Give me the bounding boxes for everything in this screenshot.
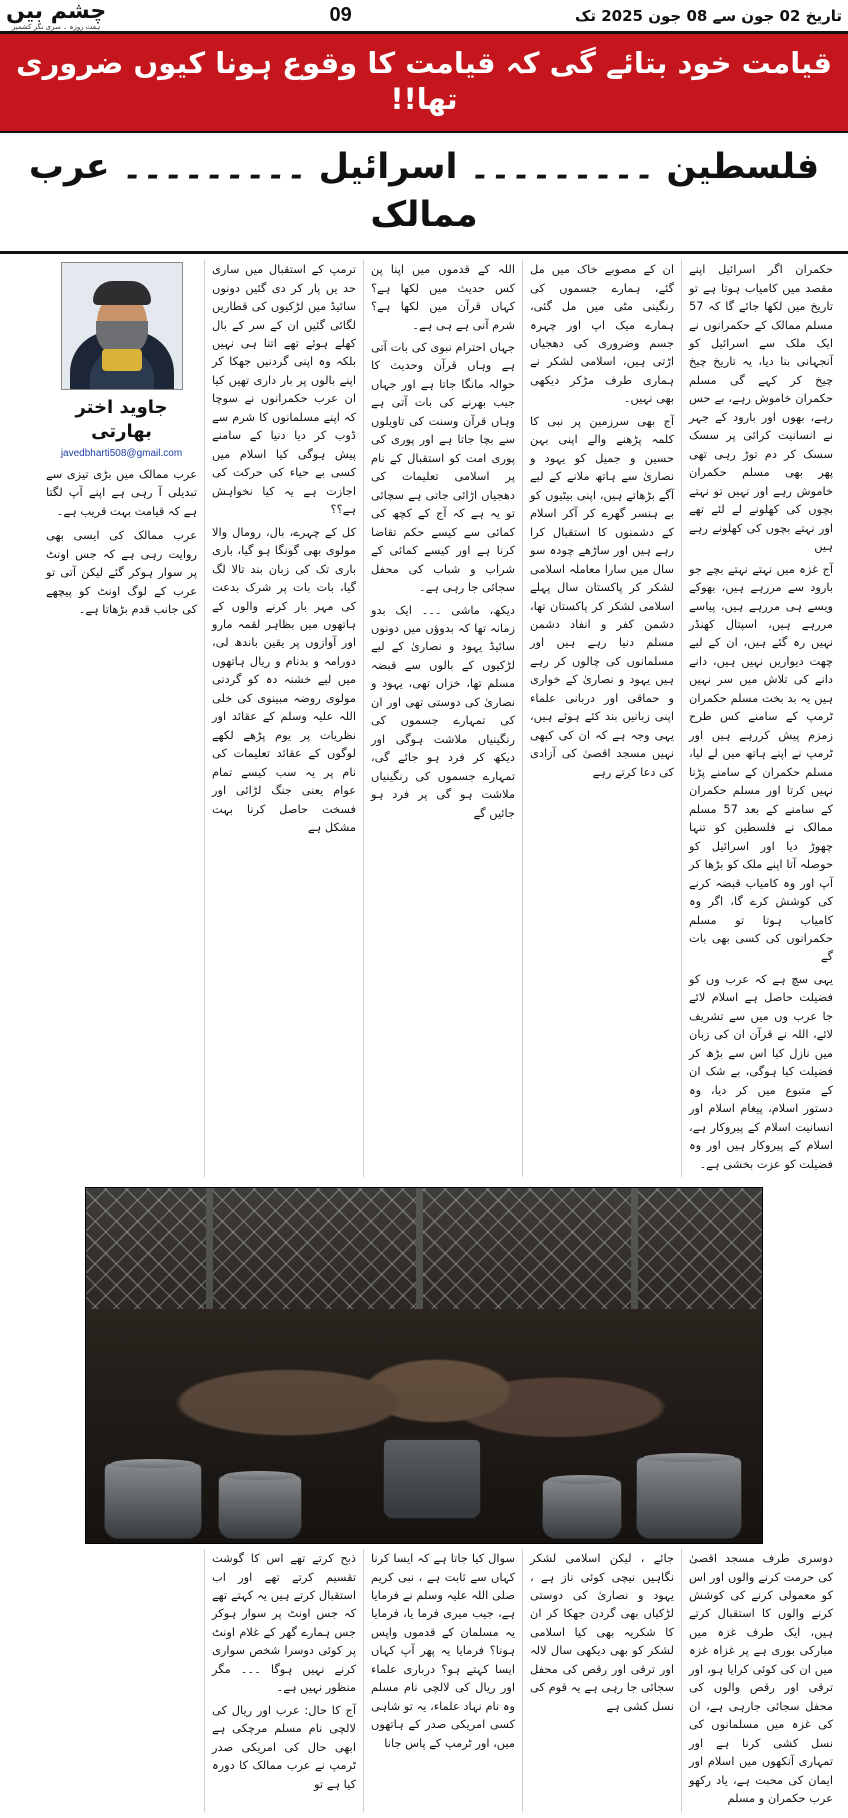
paragraph: دیکھ، ماشی ۔۔۔ ایک بدو زمانہ تھا کہ بدوؤں میں دونوں سائیڈ یہود و نصاریٰ کے لیے لڑکیوں کے بالوں سے قبضہ مسلم تھا، خزاں تھی، یہود و نصاریٰ کی دوستی تھی اور ان کی تمہارے جسموں کی رنگینیاں ملاشت ہوگی اور دیکھ کر فرد ہو جائے گی، تمہارے جسموں کی رنگینیاں ملاشت ہو گی پر فرد ہو جائیں گے <box>371 602 515 820</box>
article-lower-column-1 <box>681 1549 840 1812</box>
paragraph: آج غزہ میں نہتے نہتے بچے جو بارود سے مررہے ہیں، بھوکے ویسے ہی مررہے ہیں، پیاسے مررہے ہیں، اسپتال کھنڈر نہیں رہ گئے ہیں، ان کے لیے چھت دیواریں نہیں ہیں، دانے دانے کی تلاش میں سر نہیں ہیں یہ بد بخت مسلم حکمران ٹرمپ کے سامنے کس طرح زمزم پیش کررہے ہیں اور ٹرمپ نے اپنے ہاتھ میں لے لیا، مسلم حکمران کے سامنے پڑنا نہیں کرتا اور مسلم حکمران کے سامنے کے بعد 57 مسلم ممالک نے فلسطین کو تنہا چھوڑ دیا اور اسرائیل کو حوصلہ آتا اپنے ملک کو بڑھا کر آپ اور وہ کامیاب قبضہ کرنے کی کوشش کرے گا، اگر وہ کامیاب ہوتا تو مسلم حکمرانوں کی کسی بھی بات گے <box>689 561 833 964</box>
masthead-date <box>575 7 842 25</box>
paragraph: جہاں احترام نبوی کی بات آتی ہے وہاں قرآن وحدیث کا حوالہ مانگا جاتا ہے اور جہاں جیب بھرنے کی بات آتی ہے وہاں قرآن وسنت کی تاویلوں سے بچا جاتا ہے اور پوری کی پوری امت کو استقبال کے نام پر اسلامی تعلیمات کی دھجیاں اڑائی جاتی ہے سچائی تو یہ ہے کہ آج کے کچھ کی کمائی سے کیسے حکم تقاضا کرنا ہے اور کیسے کمائی کے شراب و شباب کی محفل سجائی جا رہی ہے۔ <box>371 339 515 595</box>
paragraph: حکمران اگر اسرائیل اپنے مقصد میں کامیاب ہوتا ہے تو تاریخ میں لکھا جائے گا کہ 57 مسلم ممالک کے حکمرانوں نے ایک ملک سے اسرائیل کو آنجہانی بنا دیا، یہ تاریخ چیخ چیخ کر کہے گی مسلم حکمران خاموش رہے، بے حس رہے، بھوں اور بارود کے جہر نے انسانیت کرائی پر سسک سسک کر دم توڑ رہی تھی پھر بھی مسلم حکمران خاموش رہے اور نہیں تو نہتے بچوں کی کھلونے لے لئے تھے اور نہتے بچوں کی کھلونے رہے ہیں <box>689 262 833 554</box>
article-upper <box>0 254 848 1181</box>
paragraph: ذبح کرتے تھے اس کا گوشت تقسیم کرتے تھے اور اب استقبال کرتے ہیں یہ کہتے تھے کہ جس اونٹ پر سوار ہوکر جس ہمارے گھر کے غلام اونٹ پر کوئی دوسرا شخص سواری کرنے نہیں ہوگا ۔۔۔ مگر منظور نہیں ہے۔ <box>212 1551 356 1695</box>
author-column <box>39 260 204 1177</box>
page-number: 09 <box>329 4 352 26</box>
publication-title: چشم بیں <box>6 0 107 24</box>
article-photo-wrap <box>8 1187 840 1544</box>
paragraph: دوسری طرف مسجد اقصیٰ کی حرمت کرنے والوں اور اس کو معمولی کرنے کی کوشش کرنے والوں کا استقبال کرتے ہیں، ایک طرف غزہ میں مبارکی بوری ہے پر غزاہ غزہ میں ان کی کوئی کرایا ہو، اور ترقی اور رقص والوں کی محفل سجائی جارہی ہے، ان کی غزہ میں مسلمانوں کی نسل کشی کرنا ہے اور تمہاری آنکھوں میں اسلام اور ایمان کی محبت ہے، یاد رکھو عرب حکمران و مسلم <box>689 1551 833 1806</box>
paragraph: یہی سچ ہے کہ عرب وں کو فضیلت حاصل ہے اسلام لائے جا عرب وں میں سے تشریف لائے، اللہ نے قرآن ان کی زبان میں نازل کیا اس سے بڑھ کر فضیلت کیا ہوگی، بے شک ان کے متبوع میں کر دیا، وہ دستور اسلام، پیغام اسلام اور انسانیت اسلام کے پیروکار ہے، اسلام کے پیروکار ہیں اور وہ فضیلت کو عزت بخشی ہے۔ <box>689 971 833 1171</box>
article-lower-column-5 <box>45 1549 204 1812</box>
paragraph: کل کے چہرے، بال، رومال والا مولوی بھی گونگا ہو گیا، باری باری تک کی زبان بند تالا لگ گیا، بات بات پر شرک بدعت کی مہر بار کرنے والوں کے ہاتھوں میں بظاہر لقمہ مارو اور آوازوں پر یقین باندھ لی، دورامہ و بدنام و ریال ہاتھوں میں لیے خشنہ دہ کو گردنی مولوی روضہ مبینوی کی خلی اللہ علیہ وسلم کے عقائد اور نظریات پر یوم پڑھے لکھے لوگوں کے عقائد تعلیمات کی نام پر یہ سب کیسے تمام عوام یعنی جنگ لڑائی اور فسخت حاصل کرنا بہت مشکل ہے <box>212 524 356 835</box>
article-lower <box>0 1549 848 1818</box>
article-lower-column-3 <box>363 1549 522 1812</box>
article-lower-column-2 <box>522 1549 681 1812</box>
headline-line-1: فلسطین ۔۔۔۔۔۔۔۔۔ اسرائیل ۔۔۔۔۔۔۔۔۔ عرب ممالک <box>28 146 820 235</box>
author-photo <box>61 262 183 390</box>
article-column-3 <box>363 260 522 1177</box>
paragraph: ترمپ کے استقبال میں ساری حد یں پار کر دی گئیں دونوں سائیڈ میں لڑکیوں کی قطاریں لگائی گئیں ان کے سر کے بال کھلے ہوئے تھے اتنا ہی نہیں بلکہ وہ اپنی گردنیں جھکا کر اپنے بالوں پر بار داری تھیں کیا ان عرب حکمرانوں نے سوچا کہ اپنے مسلمانوں کا شرم سے ڈوب کر دیا دنیا کے سامنے پیش ہوگی کیا اسلام میں کسی بے حیاء کی حرکت کی اجازت ہے یہ کیا نخواہش ہے؟؟ <box>212 262 356 517</box>
paragraph: آج کا حال: عرب اور ریال کی لالچی نام مسلم مرچکی ہے ابھی حال کی امریکی صدر ٹرمپ نے عرب ممالک کا دورہ کیا ہے تو <box>212 1702 356 1791</box>
headline <box>0 133 848 255</box>
paragraph: عرب ممالک کی ایسی بھی روایت رہی ہے کہ جس اونٹ پر سوار ہوکر گئے لیکن آتی تو عرب کے لوگ اونٹ کو پیچھے کی جانب قدم بڑھاتا ہے۔ <box>46 528 197 616</box>
banner <box>0 34 848 133</box>
article-column-4 <box>204 260 363 1177</box>
masthead <box>0 0 848 34</box>
publication-subtitle: ہفت روزہ ۔ سری نگر کشمیر <box>11 22 101 31</box>
paragraph: سوال کیا جاتا ہے کہ ایسا کرنا کہاں سے ثابت ہے ، نبی کریم صلی اللہ علیہ وسلم نے فرمایا ہے، جیب میری فرما یا، فرمایا یہ مسلمان کے قدموں واپس ہونا؟ فرمایا یہ پھر آپ کہاں ایسا کہتے ہو؟ درباری علماء اور ریال کی لالچی نام مسلم وہ نام نہاد علماء، یہ تو شاہی کسی امریکی صدر کے ہاتھوں میں، اور ٹرمپ کے پاس جانا <box>371 1551 515 1750</box>
article-photo <box>85 1187 763 1544</box>
paragraph: اللہ کے قدموں میں اپنا پن کس حدیث میں لکھا ہے؟ کہاں قرآن میں لکھا ہے؟ شرم آنی ہے ہی ہے۔ <box>371 262 515 332</box>
article-column-2 <box>522 260 681 1177</box>
article-column-1 <box>681 260 840 1177</box>
issue-date: تاریخ 02 جون سے 08 جون 2025 تک <box>575 6 842 25</box>
banner-text: قیامت خود بتائے گی کہ قیامت کا وقوع ہونا کیوں ضروری تھا!! <box>16 46 832 117</box>
author-email[interactable]: javedbharti508@gmail.com <box>60 447 183 459</box>
paragraph: ان کے مصوبے خاک میں مل گئے، ہمارے جسموں کی رنگینی مٹی میں مل گئی، ہمارے میک اپ اور چہرہ جسم وضروری کی دھجیاں اڑتی ہیں، اسلامی لشکر نے ہماری طرف مڑکر دیکھی بھی نہیں۔ <box>530 262 674 406</box>
article-lower-column-4 <box>204 1549 363 1812</box>
paragraph: جائے ، لیکن اسلامی لشکر نگاہیں نیچی کوئی ناز ہے ، یہود و نصاریٰ کی دوستی لڑکیاں بھی گردن جھکا کر ان کا شکریہ بھی کیا اسلامی لشکر کو بھی دیکھی سال لالہ اور ترقی اور رقص کی محفل سجائی جا رہی ہے یہ قوم کی نسل کشی ہے <box>530 1551 674 1713</box>
author-name: جاوید اختر بھارتی <box>75 397 168 443</box>
paragraph: عرب ممالک میں بڑی تیزی سے تبدیلی آ رہی ہے اپنے آپ لگتا ہے کہ قیامت بہت قریب ہے۔ <box>46 466 197 518</box>
paragraph: آج بھی سرزمین پر نبی کا کلمہ پڑھنے والے اپنی بہن حسین و جمیل کو یہود و نصاریٰ سے ہاتھ ملانے کے لیے آگے بڑھاتے ہیں، اپنی بیٹیوں کو بے ہنسر گھرے کر آکر اسلام کے دشمنوں کا استقبال کرا رہے ہیں اور ساڑھے چودہ سو سال میں سارا معاملہ اسلامی لشکر کر پاکستان سال پہلے اسلامی لشکر کر پاکستان تھا، دشمن کفر و انفاد دشمن مسلم دنیا رہے ہیں اور مسلمانوں کی چالوں کر رہے ہیں یہود و نصاریٰ کے خواری و حماقی اور دربانی علماء اپنی زبانیں بند کئے ہوئے ہیں، یہی وجہ ہے کہ ان کی کبھی نہیں مسجد اقصیٰ کی آزادی کی دعا کرتے رہے <box>530 413 674 779</box>
masthead-logo <box>6 1 106 31</box>
